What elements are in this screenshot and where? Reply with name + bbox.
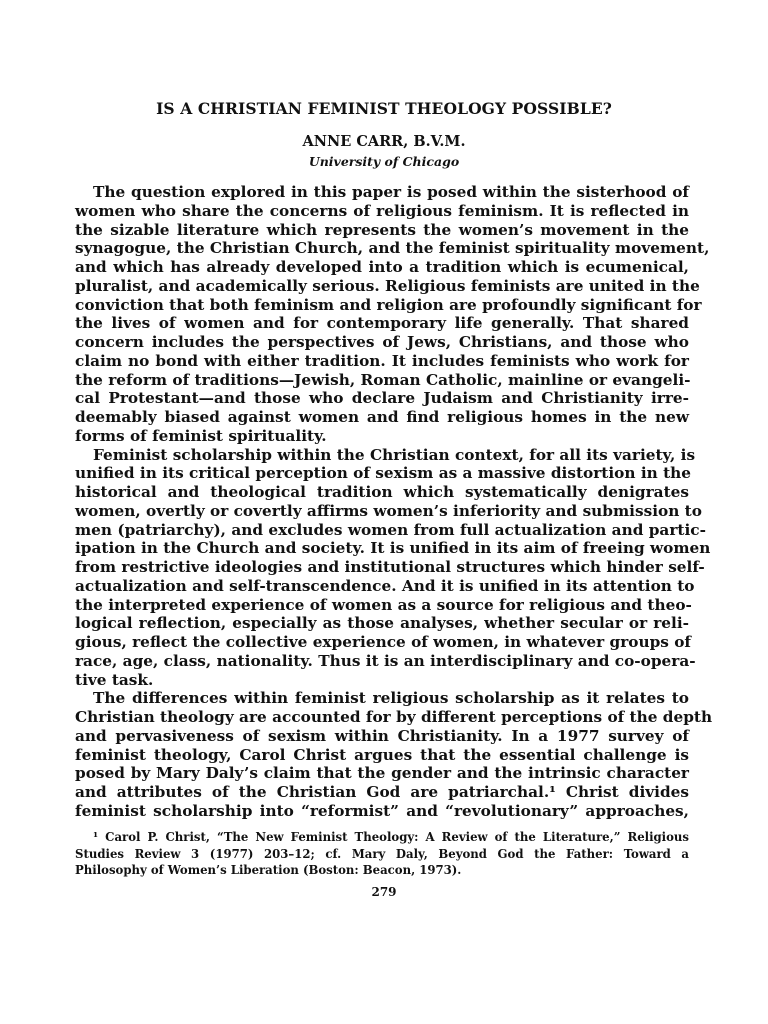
body-line: women, overtly or covertly affirms women’s inferiority and submission to bbox=[75, 501, 702, 520]
body-line: concern includes the perspectives of Jews, Christians, and those who bbox=[75, 333, 689, 351]
body-line: and pervasiveness of sexism within Christianity. In a 1977 survey of bbox=[75, 726, 689, 745]
body-line: Feminist scholarship within the Christian context, for all its variety, is bbox=[93, 445, 696, 464]
body-line: deemably biased against women and find religious homes in the new bbox=[75, 408, 689, 426]
body-line: from restrictive ideologies and institutional structures which hinder self- bbox=[75, 558, 705, 576]
body-line: The differences within feminist religious scholarship as it relates to bbox=[93, 689, 689, 708]
footnote-line: ¹ Carol P. Christ, “The New Feminist Theology: A Review of the Literature,” Religious bbox=[93, 830, 689, 844]
body-line: pluralist, and academically serious. Religious feminists are united in the bbox=[75, 276, 700, 295]
article-title: IS A CHRISTIAN FEMINIST THEOLOGY POSSIBLE? bbox=[156, 99, 612, 118]
body-line: claim no bond with either tradition. It includes feminists who work for bbox=[75, 351, 689, 370]
author-name: ANNE CARR, B.V.M. bbox=[302, 133, 466, 150]
body-line: conviction that both feminism and religion are profoundly significant for bbox=[75, 295, 702, 314]
body-line: historical and theological tradition which systematically denigrates bbox=[75, 483, 689, 501]
body-line: and attributes of the Christian God are patriarchal.¹ Christ divides bbox=[75, 783, 689, 801]
body-line: feminist theology, Carol Christ argues that the essential challenge is bbox=[75, 745, 689, 764]
body-line: the lives of women and for contemporary life generally. That shared bbox=[75, 314, 689, 333]
footnote-line: Studies Review 3 (1977) 203–12; cf. Mary Daly, Beyond God the Father: Toward a bbox=[75, 846, 689, 861]
page-number: 279 bbox=[371, 885, 397, 899]
body-line: unified in its critical perception of sexism as a massive distortion in the bbox=[75, 464, 692, 483]
body-line: tive task. bbox=[75, 670, 154, 689]
body-line: Christian theology are accounted for by different perceptions of the depth bbox=[75, 708, 713, 726]
body-line: ipation in the Church and society. It is unified in its aim of freeing women bbox=[75, 539, 711, 558]
author-affiliation: University of Chicago bbox=[308, 154, 460, 169]
body-line: cal Protestant—and those who declare Judaism and Christianity irre- bbox=[75, 389, 689, 408]
article-body bbox=[75, 183, 713, 821]
body-line: logical reflection, especially as those analyses, whether secular or reli- bbox=[75, 614, 689, 633]
body-line: The question explored in this paper is posed within the sisterhood of bbox=[93, 183, 689, 201]
footnote-line: Philosophy of Women’s Liberation (Boston: Beacon, 1973). bbox=[75, 863, 462, 877]
body-line: posed by Mary Daly’s claim that the gender and the intrinsic character bbox=[75, 764, 689, 783]
body-line: forms of feminist spirituality. bbox=[75, 426, 327, 445]
body-line: men (patriarchy), and excludes women from full actualization and partic- bbox=[75, 520, 706, 539]
body-line: race, age, class, nationality. Thus it is an interdisciplinary and co-opera- bbox=[75, 651, 696, 670]
body-line: feminist scholarship into “reformist” and “revolutionary” approaches, bbox=[75, 801, 689, 820]
body-line: the sizable literature which represents the women’s movement in the bbox=[75, 220, 689, 239]
body-line: the reform of traditions—Jewish, Roman Catholic, mainline or evangeli- bbox=[75, 370, 691, 389]
body-line: women who share the concerns of religious feminism. It is reflected in bbox=[75, 201, 689, 220]
body-line: and which has already developed into a tradition which is ecumenical, bbox=[75, 258, 689, 276]
body-line: the interpreted experience of women as a source for religious and theo- bbox=[75, 595, 692, 614]
body-line: gious, reflect the collective experience of women, in whatever groups of bbox=[75, 633, 692, 651]
body-line: synagogue, the Christian Church, and the feminist spirituality movement, bbox=[75, 239, 710, 258]
body-line: actualization and self-transcendence. And it is unified in its attention to bbox=[75, 576, 695, 595]
footnotes bbox=[75, 829, 689, 879]
